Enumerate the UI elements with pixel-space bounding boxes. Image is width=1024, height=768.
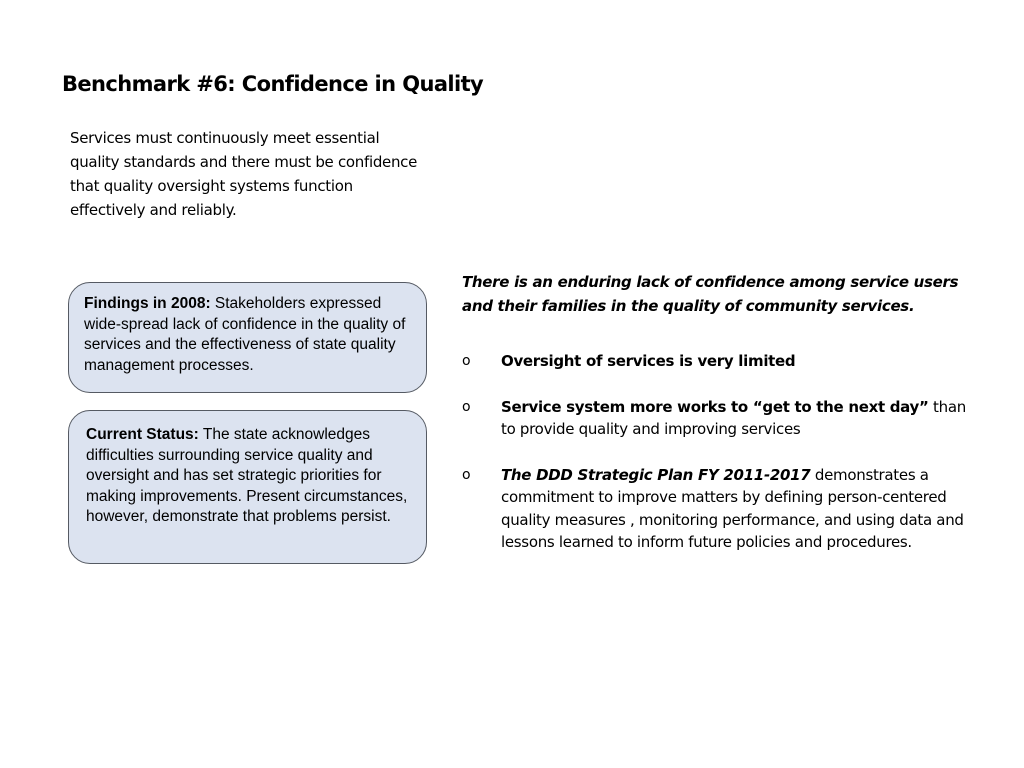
bullet-circle-icon: o bbox=[462, 398, 471, 415]
bullet-list bbox=[462, 350, 982, 554]
bullet-rest-text: demonstrates a commitment to improve matters by defining person-centered quality measures , monitoring performance, and using data and lessons learned to inform future policies and procedures. bbox=[501, 465, 964, 551]
bullet-bold-text: Oversight of services is very limited bbox=[501, 352, 796, 370]
intro-paragraph: Services must continuously meet essential quality standards and there must be confidence that quality oversight systems function effectively and reliably. bbox=[70, 129, 418, 219]
status-lead: Current Status: bbox=[86, 426, 199, 443]
bullet-bold-italic-text: The DDD Strategic Plan FY 2011-2017 bbox=[501, 465, 811, 484]
right-panel bbox=[462, 270, 982, 577]
bullet-item-service-system bbox=[462, 396, 982, 441]
slide-title: Benchmark #6: Confidence in Quality bbox=[62, 72, 484, 96]
status-text: The state acknowledges difficulties surrounding service quality and oversight and has set strategic priorities for making improvements. Present circumstances, however, demonstrate that problems persist. bbox=[86, 426, 408, 525]
bullet-bold-text: Service system more works to “get to the next day” bbox=[501, 397, 929, 416]
bullet-item-oversight bbox=[462, 350, 982, 373]
bullet-rest-text: than to provide quality and improving services bbox=[501, 397, 966, 438]
bullet-item-strategic-plan bbox=[462, 464, 982, 554]
findings-text: Stakeholders expressed wide-spread lack of confidence in the quality of services and the effectiveness of state quality management processes. bbox=[84, 295, 406, 374]
headline-statement: There is an enduring lack of confidence among service users and their families in the quality of community services. bbox=[462, 273, 959, 315]
findings-box bbox=[68, 282, 427, 393]
bullet-circle-icon: o bbox=[462, 466, 471, 483]
findings-lead: Findings in 2008: bbox=[84, 295, 211, 312]
current-status-box bbox=[68, 410, 427, 564]
bullet-circle-icon: o bbox=[462, 353, 471, 369]
